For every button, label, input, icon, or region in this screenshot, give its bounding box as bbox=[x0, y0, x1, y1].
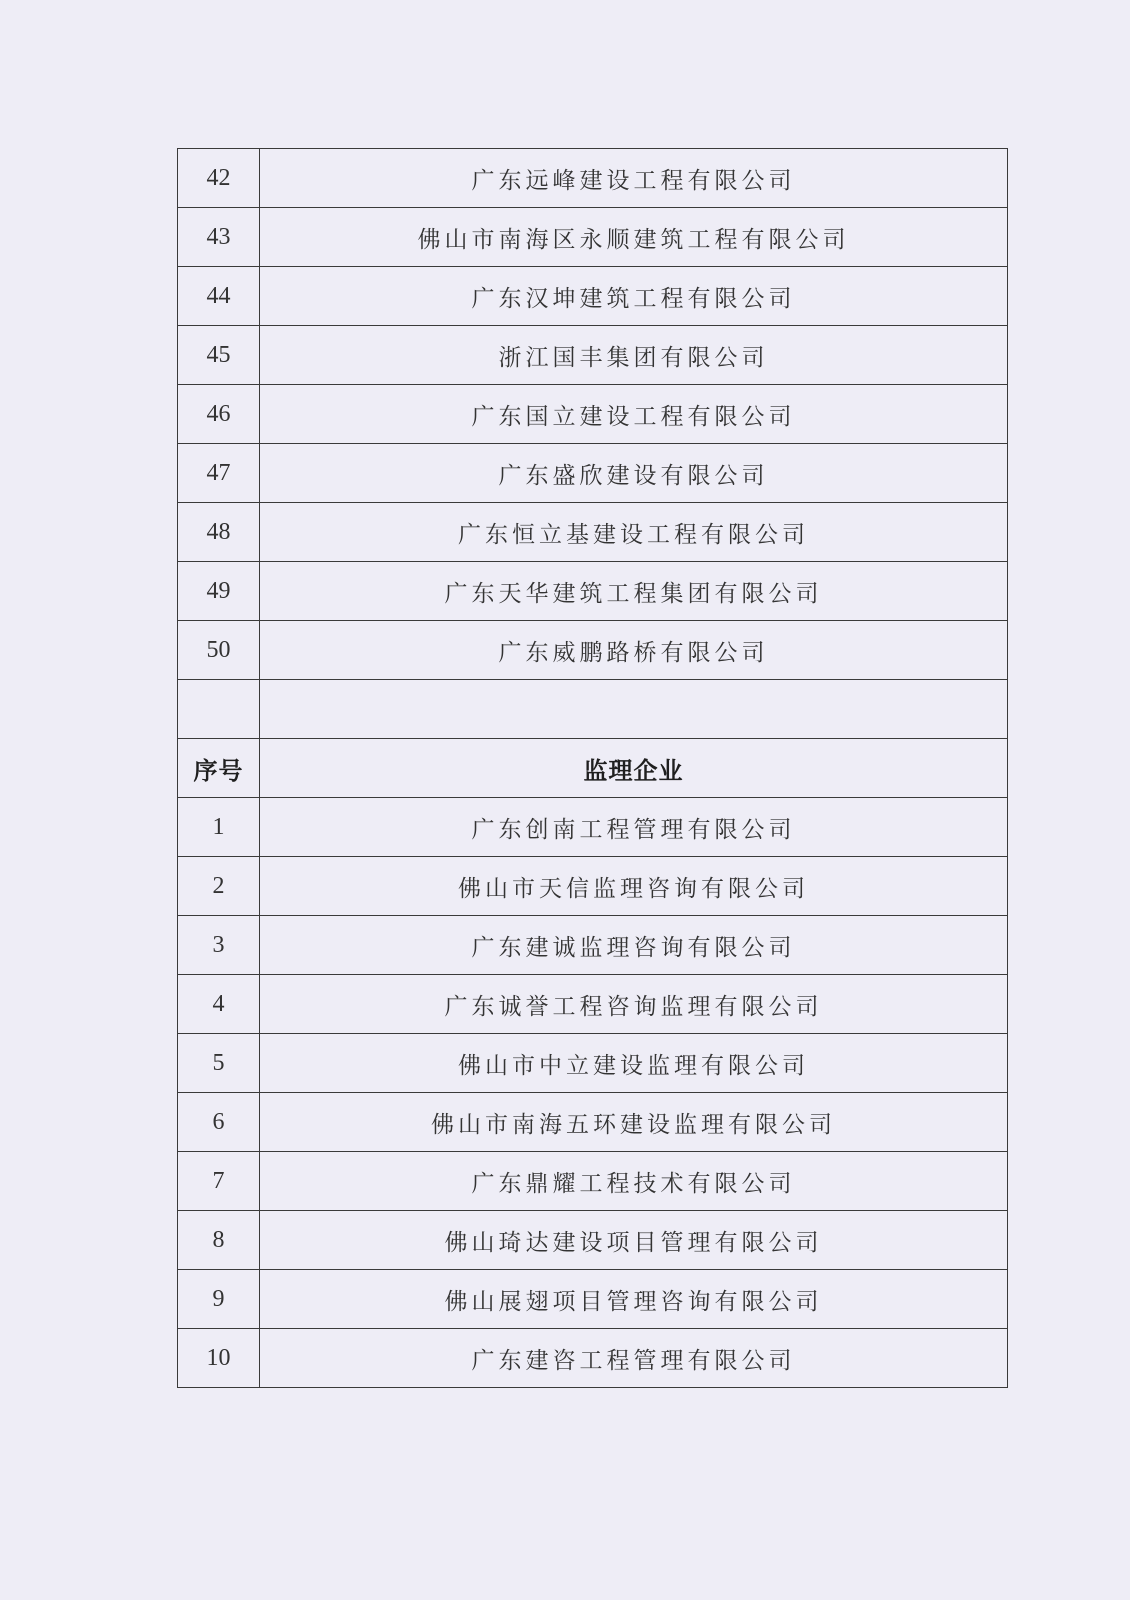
table-row bbox=[178, 857, 1008, 916]
company-name: 佛山市中立建设监理有限公司 bbox=[260, 1034, 1008, 1093]
row-number: 6 bbox=[178, 1093, 260, 1152]
company-name: 佛山市南海区永顺建筑工程有限公司 bbox=[260, 208, 1008, 267]
row-number: 8 bbox=[178, 1211, 260, 1270]
company-name: 佛山市南海五环建设监理有限公司 bbox=[260, 1093, 1008, 1152]
table-row bbox=[178, 621, 1008, 680]
company-name: 广东建诚监理咨询有限公司 bbox=[260, 916, 1008, 975]
row-number: 7 bbox=[178, 1152, 260, 1211]
row-number: 50 bbox=[178, 621, 260, 680]
table-row bbox=[178, 444, 1008, 503]
table-row bbox=[178, 326, 1008, 385]
section-header-row bbox=[178, 739, 1008, 798]
table-row bbox=[178, 503, 1008, 562]
row-number: 10 bbox=[178, 1329, 260, 1388]
enterprise-list-table-wrap bbox=[177, 148, 1007, 1388]
row-number: 45 bbox=[178, 326, 260, 385]
company-name: 广东远峰建设工程有限公司 bbox=[260, 149, 1008, 208]
empty-row bbox=[178, 680, 1008, 739]
table-row bbox=[178, 1152, 1008, 1211]
table-row bbox=[178, 916, 1008, 975]
company-name: 广东国立建设工程有限公司 bbox=[260, 385, 1008, 444]
company-name: 广东诚誉工程咨询监理有限公司 bbox=[260, 975, 1008, 1034]
company-name: 佛山琦达建设项目管理有限公司 bbox=[260, 1211, 1008, 1270]
table-row bbox=[178, 975, 1008, 1034]
table-row bbox=[178, 562, 1008, 621]
table-row bbox=[178, 798, 1008, 857]
company-name: 广东汉坤建筑工程有限公司 bbox=[260, 267, 1008, 326]
company-name: 广东威鹏路桥有限公司 bbox=[260, 621, 1008, 680]
row-number: 43 bbox=[178, 208, 260, 267]
row-number: 44 bbox=[178, 267, 260, 326]
table-row bbox=[178, 385, 1008, 444]
company-name: 浙江国丰集团有限公司 bbox=[260, 326, 1008, 385]
company-name: 广东创南工程管理有限公司 bbox=[260, 798, 1008, 857]
table-row bbox=[178, 208, 1008, 267]
table-row bbox=[178, 267, 1008, 326]
row-number: 49 bbox=[178, 562, 260, 621]
empty-cell bbox=[260, 680, 1008, 739]
empty-cell bbox=[178, 680, 260, 739]
table-row bbox=[178, 149, 1008, 208]
row-number: 2 bbox=[178, 857, 260, 916]
company-name: 广东建咨工程管理有限公司 bbox=[260, 1329, 1008, 1388]
header-supervision-enterprise: 监理企业 bbox=[260, 739, 1008, 798]
row-number: 4 bbox=[178, 975, 260, 1034]
company-name: 广东鼎耀工程技术有限公司 bbox=[260, 1152, 1008, 1211]
table-row bbox=[178, 1329, 1008, 1388]
company-name: 佛山展翅项目管理咨询有限公司 bbox=[260, 1270, 1008, 1329]
row-number: 48 bbox=[178, 503, 260, 562]
enterprise-list-table bbox=[177, 148, 1008, 1388]
table-row bbox=[178, 1093, 1008, 1152]
row-number: 9 bbox=[178, 1270, 260, 1329]
row-number: 1 bbox=[178, 798, 260, 857]
table-row bbox=[178, 1034, 1008, 1093]
row-number: 42 bbox=[178, 149, 260, 208]
row-number: 46 bbox=[178, 385, 260, 444]
company-name: 广东天华建筑工程集团有限公司 bbox=[260, 562, 1008, 621]
table-row bbox=[178, 1270, 1008, 1329]
table-row bbox=[178, 1211, 1008, 1270]
row-number: 3 bbox=[178, 916, 260, 975]
row-number: 5 bbox=[178, 1034, 260, 1093]
company-name: 广东盛欣建设有限公司 bbox=[260, 444, 1008, 503]
company-name: 广东恒立基建设工程有限公司 bbox=[260, 503, 1008, 562]
header-serial-number: 序号 bbox=[178, 739, 260, 798]
company-name: 佛山市天信监理咨询有限公司 bbox=[260, 857, 1008, 916]
row-number: 47 bbox=[178, 444, 260, 503]
